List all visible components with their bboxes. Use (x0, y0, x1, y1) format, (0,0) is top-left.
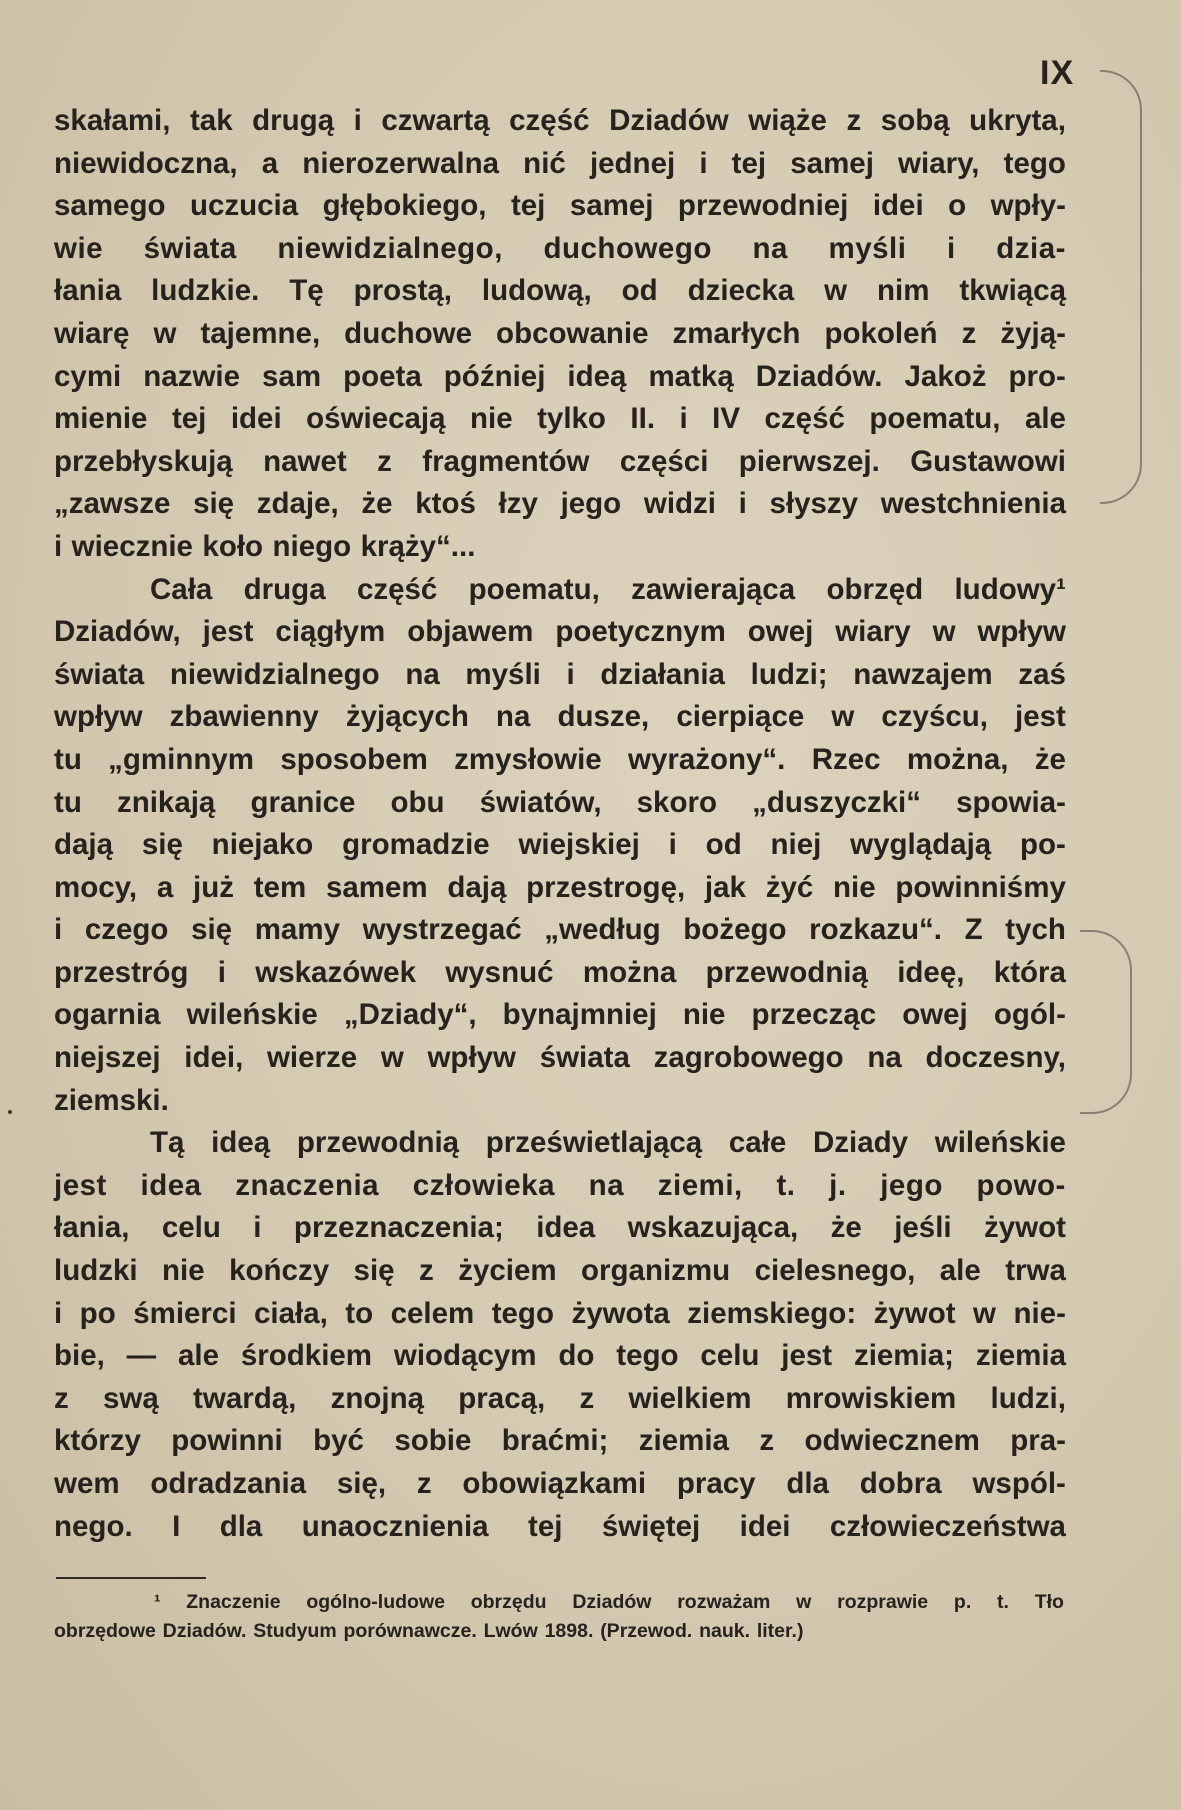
text-line: Cała druga część poematu, zawierająca obrzęd ludowy¹ (150, 572, 1066, 606)
text-line: Tą ideą przewodnią prześwietlającą całe Dziady wileńskie (150, 1126, 1066, 1160)
text-line: jest idea znaczenia człowieka na ziemi, t. j. jego powo- (54, 1168, 1066, 1202)
text-line: skałami, tak drugą i czwartą część Dziadów wiąże z sobą ukryta, (54, 104, 1066, 137)
text-line: tu znikają granice obu światów, skoro „duszyczki“ spowia- (54, 785, 1066, 819)
text-line: niejszej idei, wierze w wpływ świata zagrobowego na doczesny, (54, 1041, 1066, 1075)
text-line: łania, celu i przeznaczenia; idea wskazująca, że jeśli żywot (54, 1211, 1066, 1245)
text-line: Dziadów, jest ciągłym objawem poetycznym owej wiary w wpływ (54, 615, 1066, 649)
text-line: ogarnia wileńskie „Dziady“, bynajmniej nie przecząc owej ogól- (54, 998, 1066, 1032)
text-line: wem odradzania się, z obowiązkami pracy dla dobra wspól- (54, 1467, 1066, 1500)
text-line: łania ludzkie. Tę prostą, ludową, od dziecka w nim tkwiącą (54, 274, 1066, 308)
text-line: którzy powinni być sobie braćmi; ziemia z odwiecznem pra- (54, 1424, 1066, 1458)
text-line: „zawsze się zdaje, że ktoś łzy jego widzi i słyszy westchnienia (54, 487, 1066, 521)
text-line: ziemski. (54, 1083, 169, 1117)
text-line: dają się niejako gromadzie wiejskiej i od niej wyglądają po- (54, 828, 1066, 862)
footnote-rule (56, 1577, 206, 1579)
text-line: wiarę w tajemne, duchowe obcowanie zmarłych pokoleń z żyją- (54, 316, 1066, 350)
text-line: ludzki nie kończy się z życiem organizmu cielesnego, ale trwa (54, 1254, 1066, 1288)
text-line: z swą twardą, znojną pracą, z wielkiem mrowiskiem ludzi, (54, 1381, 1066, 1415)
text-line: przestróg i wskazówek wysnuć można przewodnią ideę, która (54, 955, 1066, 989)
body-text (54, 100, 1066, 1548)
text-line: i czego się mamy wystrzegać „według bożego rozkazu“. Z tych (54, 913, 1066, 947)
text-line: niewidoczna, a nierozerwalna nić jednej i tej samej wiary, tego (54, 146, 1066, 180)
text-line: mocy, a już tem samem dają przestrogę, jak żyć nie powinniśmy (54, 870, 1066, 904)
text-line: nego. I dla unaocznienia tej świętej idei człowieczeństwa (54, 1509, 1066, 1543)
pencil-margin-mark-top (1100, 70, 1142, 504)
text-line: i po śmierci ciała, to celem tego żywota ziemskiego: żywot w nie- (54, 1296, 1066, 1330)
text-line: świata niewidzialnego na myśli i działania ludzi; nawzajem zaś (54, 657, 1066, 691)
footnote (54, 1588, 1064, 1646)
text-line: cymi nazwie sam poeta później ideą matką Dziadów. Jakoż pro- (54, 359, 1066, 393)
text-line: i wiecznie koło niego krąży“... (54, 529, 476, 563)
margin-dot (8, 1110, 12, 1114)
pencil-margin-mark-bottom (1080, 930, 1132, 1114)
footnote-line: obrzędowe Dziadów. Studyum porównawcze. Lwów 1898. (Przewod. nauk. liter.) (54, 1620, 804, 1642)
text-line: mienie tej idei oświecają nie tylko II. i IV część poematu, ale (54, 402, 1066, 436)
text-line: samego uczucia głębokiego, tej samej przewodniej idei o wpły- (54, 189, 1066, 223)
page-number: IX (1040, 54, 1075, 92)
text-line: wie świata niewidzialnego, duchowego na myśli i dzia- (54, 231, 1066, 265)
text-line: bie, — ale środkiem wiodącym do tego celu jest ziemia; ziemia (54, 1339, 1066, 1373)
text-line: przebłyskują nawet z fragmentów części pierwszej. Gustawowi (54, 444, 1066, 478)
text-line: wpływ zbawienny żyjących na dusze, cierpiące w czyścu, jest (54, 700, 1066, 734)
footnote-line: ¹ Znaczenie ogólno-ludowe obrzędu Dziadów rozważam w rozprawie p. t. Tło (154, 1591, 1064, 1613)
text-line: tu „gminnym sposobem zmysłowie wyrażony“. Rzec można, że (54, 742, 1066, 776)
